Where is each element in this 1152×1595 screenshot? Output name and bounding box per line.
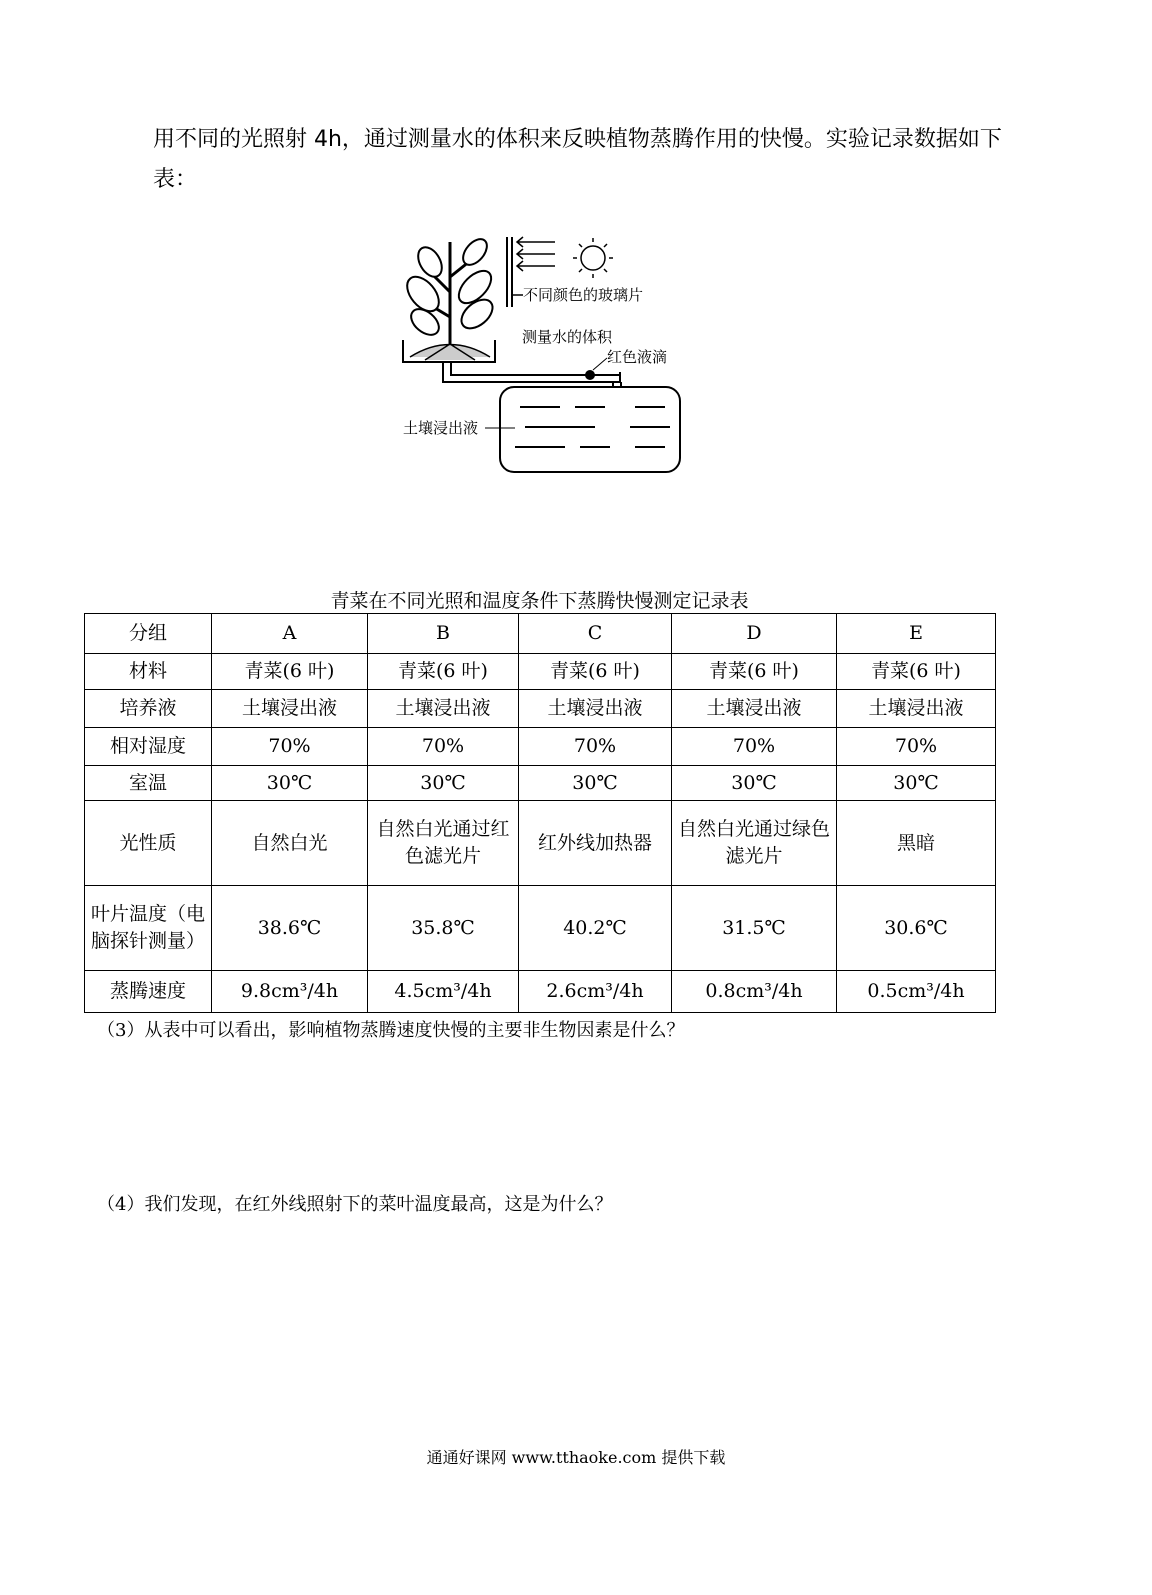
header-cell: C <box>519 614 672 654</box>
table-cell: 31.5℃ <box>672 886 837 971</box>
table-cell: 叶片温度（电脑探针测量） <box>85 886 212 971</box>
table-row <box>85 690 996 728</box>
table-cell: 青菜(6 叶) <box>368 654 519 690</box>
table-cell: 青菜(6 叶) <box>212 654 368 690</box>
table-cell: 土壤浸出液 <box>368 690 519 728</box>
table-cell: 70% <box>519 728 672 766</box>
question-4: （4）我们发现，在红外线照射下的菜叶温度最高，这是为什么？ <box>97 1194 613 1215</box>
table-cell: 室温 <box>85 766 212 801</box>
leaf <box>413 243 446 281</box>
table-cell: 材料 <box>85 654 212 690</box>
table-row <box>85 801 996 886</box>
table-cell: 土壤浸出液 <box>212 690 368 728</box>
table-cell: 自然白光 <box>212 801 368 886</box>
table-cell: 青菜(6 叶) <box>672 654 837 690</box>
record-table <box>84 613 996 1013</box>
table-cell: 40.2℃ <box>519 886 672 971</box>
table-cell: 黑暗 <box>837 801 996 886</box>
header-cell: 分组 <box>85 614 212 654</box>
header-cell: B <box>368 614 519 654</box>
table-row <box>85 971 996 1013</box>
table-cell: 30℃ <box>368 766 519 801</box>
table-row <box>85 728 996 766</box>
header-cell: E <box>837 614 996 654</box>
table-cell: 70% <box>672 728 837 766</box>
table-row <box>85 766 996 801</box>
glass-plate <box>507 237 512 307</box>
table-cell: 光性质 <box>85 801 212 886</box>
table-cell: 70% <box>212 728 368 766</box>
table-cell: 0.8cm³/4h <box>672 971 837 1013</box>
header-cell: D <box>672 614 837 654</box>
table-cell: 38.6℃ <box>212 886 368 971</box>
table-row <box>85 886 996 971</box>
table-cell: 0.5cm³/4h <box>837 971 996 1013</box>
leaf <box>458 235 491 270</box>
label-glass: 不同颜色的玻璃片 <box>523 286 644 304</box>
table-caption: 青菜在不同光照和温度条件下蒸腾快慢测定记录表 <box>330 590 749 612</box>
table-cell: 相对湿度 <box>85 728 212 766</box>
table-cell: 30.6℃ <box>837 886 996 971</box>
table-cell: 2.6cm³/4h <box>519 971 672 1013</box>
light-arrows <box>517 237 555 271</box>
table-cell: 30℃ <box>519 766 672 801</box>
table-cell: 30℃ <box>837 766 996 801</box>
table-cell: 土壤浸出液 <box>519 690 672 728</box>
table-row <box>85 654 996 690</box>
question-3: （3）从表中可以看出，影响植物蒸腾速度快慢的主要非生物因素是什么？ <box>97 1020 685 1041</box>
table-cell: 红外线加热器 <box>519 801 672 886</box>
table-cell: 30℃ <box>672 766 837 801</box>
table-cell: 青菜(6 叶) <box>837 654 996 690</box>
table-cell: 35.8℃ <box>368 886 519 971</box>
table-cell: 青菜(6 叶) <box>519 654 672 690</box>
roots <box>410 344 490 360</box>
solution-container <box>500 387 680 472</box>
table-cell: 9.8cm³/4h <box>212 971 368 1013</box>
table-cell: 土壤浸出液 <box>672 690 837 728</box>
experiment-diagram <box>395 232 705 482</box>
sun-icon <box>573 238 613 278</box>
table-cell: 土壤浸出液 <box>837 690 996 728</box>
label-drop: 红色液滴 <box>607 348 668 366</box>
page-footer: 通通好课网 www.tthaoke.com 提供下载 <box>426 1448 726 1467</box>
label-measure: 测量水的体积 <box>522 328 613 346</box>
table-header-row <box>85 614 996 654</box>
table-cell: 自然白光通过绿色滤光片 <box>672 801 837 886</box>
label-soil: 土壤浸出液 <box>403 419 479 437</box>
table-cell: 培养液 <box>85 690 212 728</box>
red-droplet <box>585 370 595 380</box>
table-cell: 30℃ <box>212 766 368 801</box>
table-cell: 70% <box>837 728 996 766</box>
table-cell: 4.5cm³/4h <box>368 971 519 1013</box>
table-cell: 自然白光通过红色滤光片 <box>368 801 519 886</box>
table-cell: 70% <box>368 728 519 766</box>
header-cell: A <box>212 614 368 654</box>
intro-paragraph: 用不同的光照射 4h，通过测量水的体积来反映植物蒸腾作用的快慢。实验记录数据如下表： <box>153 127 1002 192</box>
table-cell: 蒸腾速度 <box>85 971 212 1013</box>
